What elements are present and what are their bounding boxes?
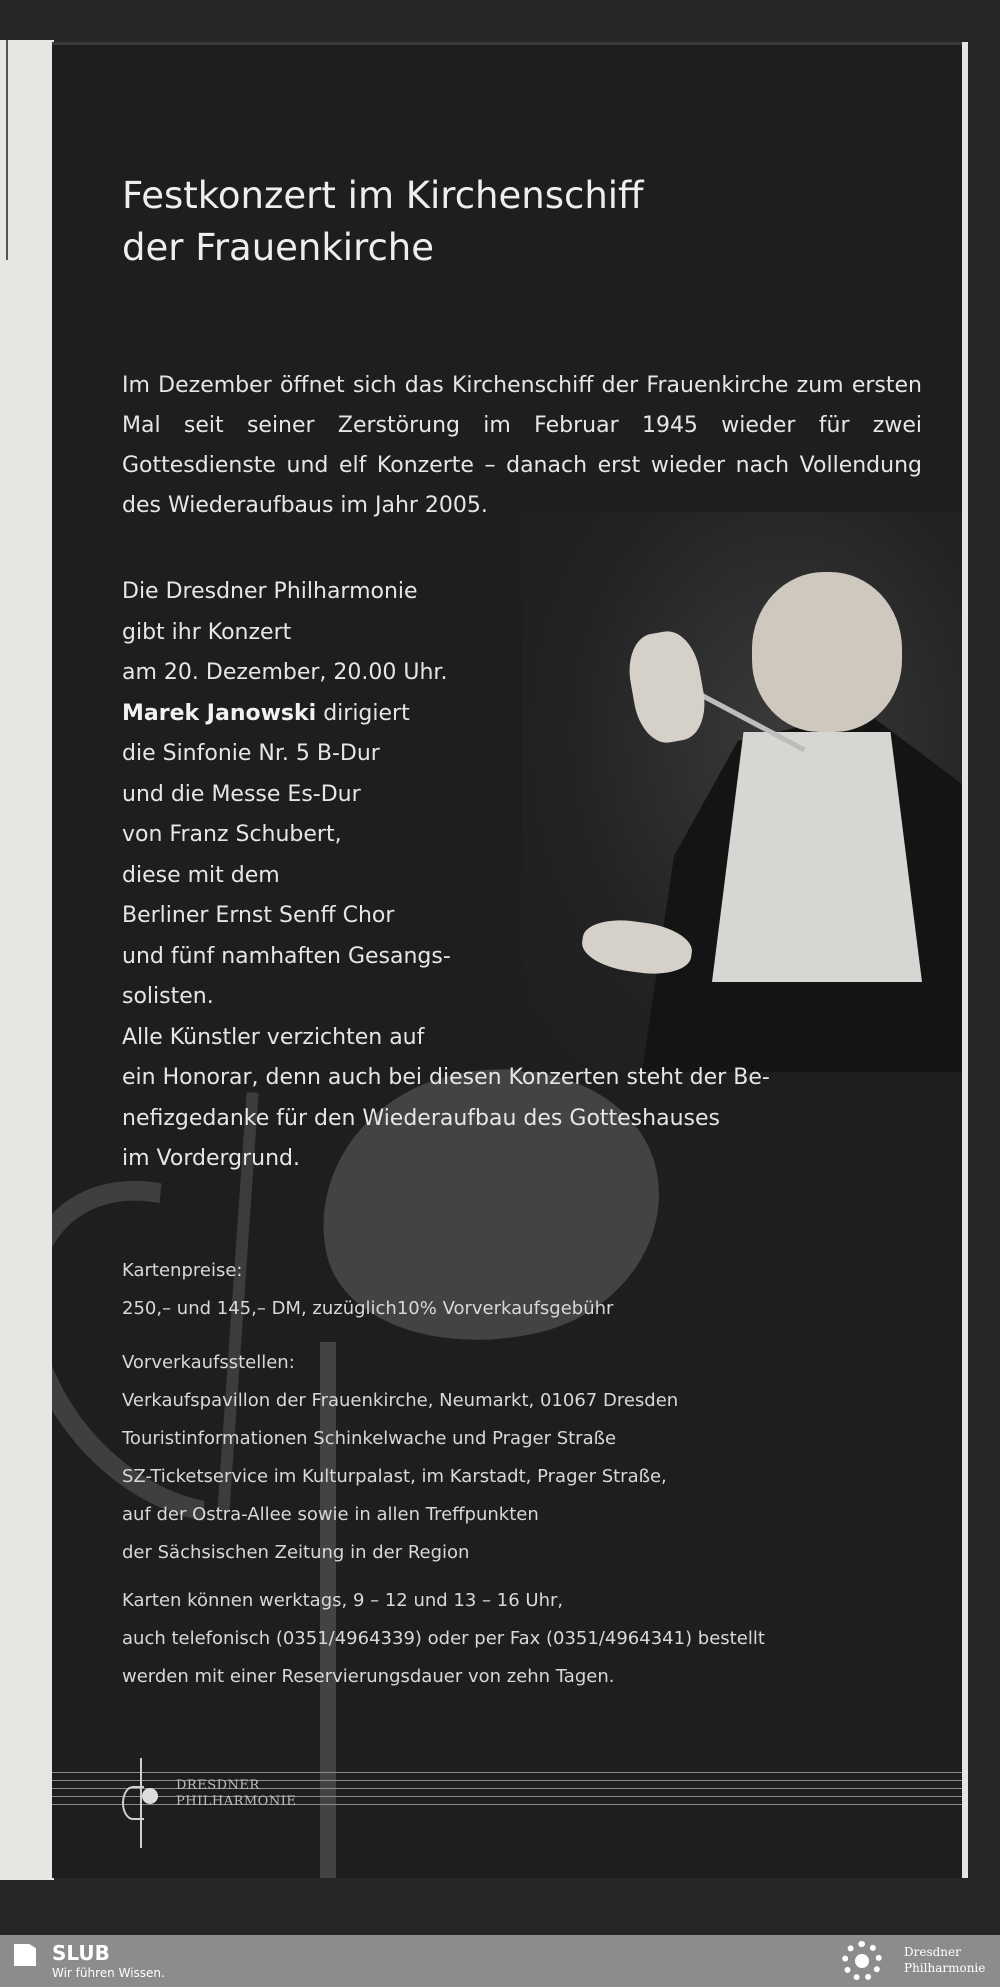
concert-line: solisten. (122, 984, 214, 1009)
booking-line: Karten können werktags, 9 – 12 und 13 – 16 Uhr, (122, 1590, 564, 1611)
outlet-line: auf der Ostra-Allee sowie in allen Treffpunkten (122, 1504, 539, 1525)
partner-name-line-1: Dresdner (904, 1945, 961, 1959)
prices-text: 250,– und 145,– DM, zuzüglich10% Vorverkaufsgebühr (122, 1298, 614, 1319)
slub-tagline: Wir führen Wissen. (52, 1966, 165, 1980)
concert-line: diese mit dem (122, 862, 280, 888)
logo-center-dot (855, 1954, 869, 1968)
concert-line: ein Honorar, denn auch bei diesen Konzerten steht der Be- (122, 1065, 770, 1090)
concert-line: Die Dresdner Philharmonie (122, 579, 418, 604)
slub-footer-bar (0, 1935, 1000, 1987)
concert-line: Berliner Ernst Senff Chor (122, 903, 395, 928)
logo-curl (122, 1786, 144, 1820)
partner-name-line-2: Philharmonie (904, 1961, 986, 1975)
logo-dot (142, 1788, 158, 1804)
concert-line: im Vordergrund. (122, 1146, 301, 1171)
outlet-line: Touristinformationen Schinkelwache und Prager Straße (122, 1428, 617, 1449)
concert-paragraph (122, 572, 942, 1180)
conductor-name: Marek Janowski (122, 700, 317, 726)
title-line-2: der Frauenkirche (122, 226, 435, 269)
page-title (122, 170, 942, 274)
logo-line-2: PHILHARMONIE (176, 1794, 297, 1809)
staff-line (52, 1772, 962, 1773)
left-page-edge (0, 40, 54, 1880)
concert-line: am 20. Dezember, 20.00 Uhr. (122, 660, 448, 685)
philharmonie-logo-text (176, 1778, 296, 1810)
philharmonie-logo-icon (118, 1758, 166, 1848)
prices-label: Kartenpreise: (122, 1260, 243, 1281)
concert-line: nefizgedanke für den Wiederaufbau des Gotteshauses (122, 1105, 720, 1131)
logo-line-1: DRESDNER (176, 1778, 260, 1793)
concert-line-conductor (122, 694, 942, 735)
outlet-line: Verkaufspavillon der Frauenkirche, Neumarkt, 01067 Dresden (122, 1390, 679, 1411)
partner-name[interactable] (904, 1944, 985, 1976)
booking-info (122, 1582, 942, 1696)
concert-line: gibt ihr Konzert (122, 619, 292, 645)
concert-line: und fünf namhaften Gesangs- (122, 943, 451, 969)
concert-line: und die Messe Es-Dur (122, 781, 361, 807)
page-edge-line (6, 40, 8, 260)
booking-line: werden mit einer Reservierungsdauer von zehn Tagen. (122, 1666, 615, 1687)
slub-document-icon (14, 1944, 36, 1966)
page-top-line (52, 42, 962, 45)
program-page (52, 42, 968, 1878)
concert-line: die Sinfonie Nr. 5 B-Dur (122, 741, 380, 766)
concert-line: Alle Künstler verzichten auf (122, 1024, 425, 1050)
ticket-prices (122, 1252, 942, 1328)
concert-line-rest: dirigiert (316, 700, 410, 726)
ticket-outlets (122, 1344, 942, 1572)
outlet-line: der Sächsischen Zeitung in der Region (122, 1542, 470, 1563)
intro-paragraph: Im Dezember öffnet sich das Kirchenschiff der Frauenkirche zum ersten Mal seit seiner Zerstörung im Februar 1945 wieder für zwei Gottesdienste und elf Konzerte – danach erst wieder nach Vollendung des Wiederaufbaus im Jahr 2005. (122, 373, 922, 518)
concert-line: von Franz Schubert, (122, 822, 342, 847)
title-line-1: Festkonzert im Kirchenschiff (122, 174, 644, 217)
outlets-label: Vorverkaufsstellen: (122, 1352, 295, 1373)
outlet-line: SZ-Ticketservice im Kulturpalast, im Karstadt, Prager Straße, (122, 1466, 667, 1487)
slub-name[interactable]: SLUB (52, 1941, 110, 1965)
booking-line: auch telefonisch (0351/4964339) oder per Fax (0351/4964341) bestellt (122, 1628, 765, 1649)
